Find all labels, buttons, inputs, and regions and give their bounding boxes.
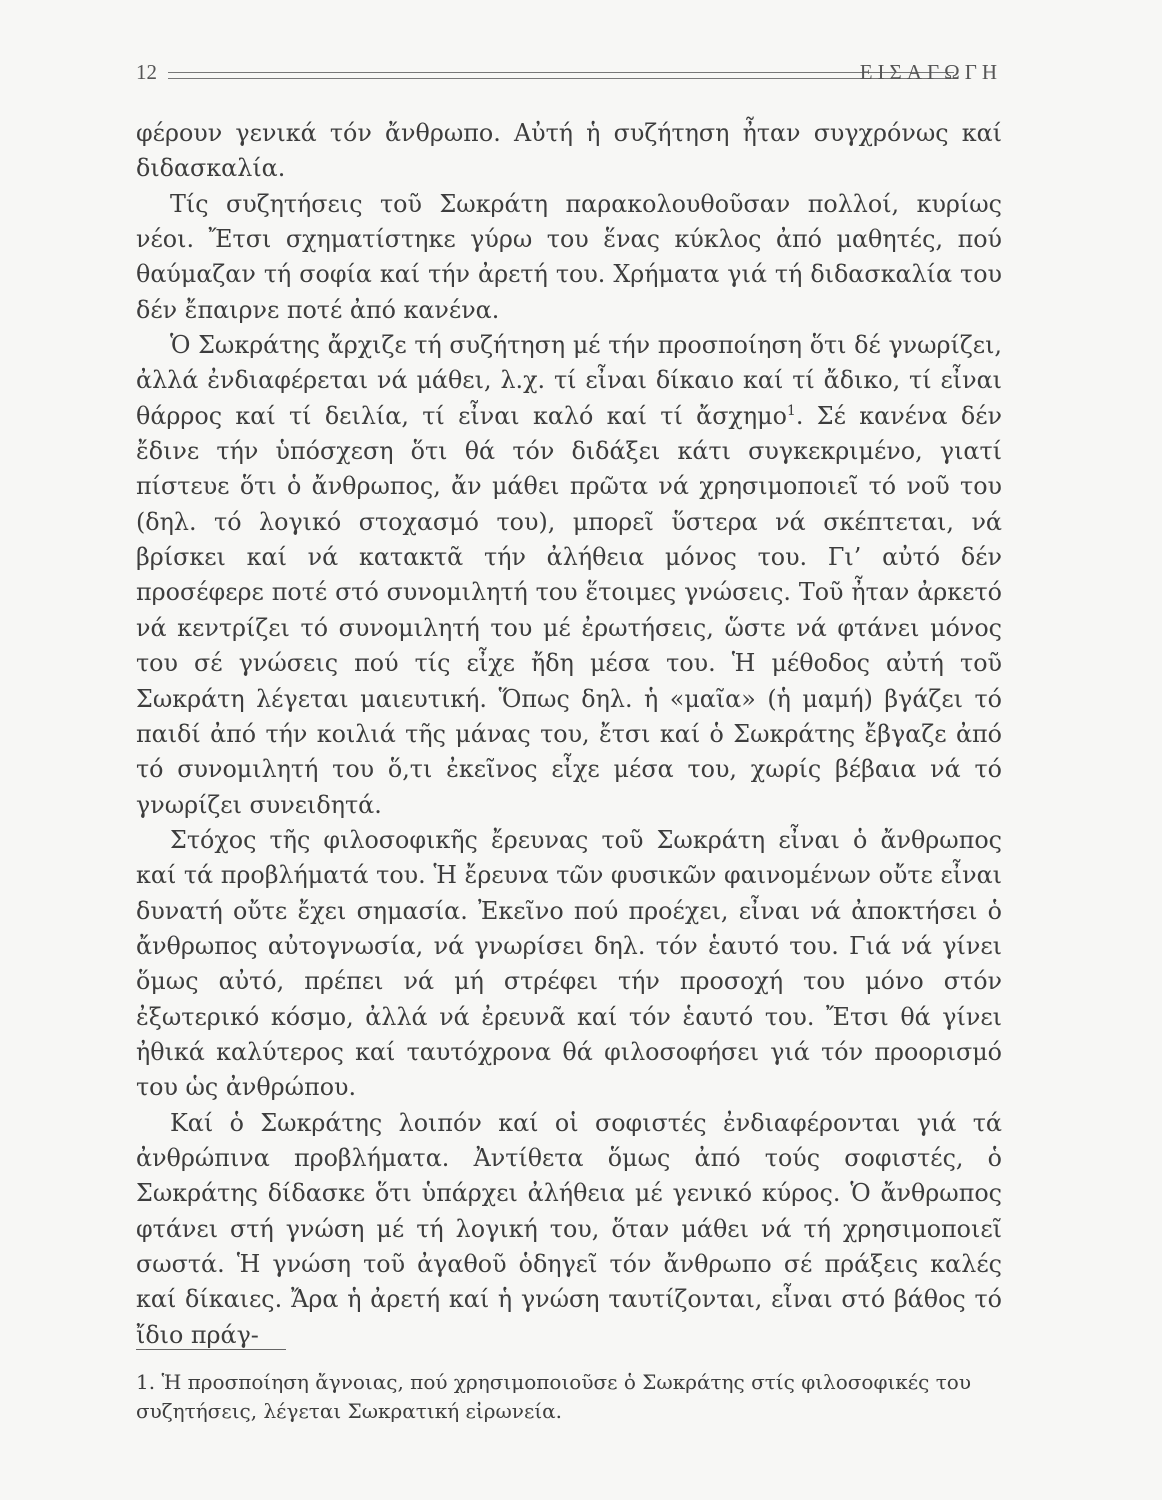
paragraph-sophists-comparison: Καί ὁ Σωκράτης λοιπόν καί οἱ σοφιστές ἐνδιαφέρονται γιά τά ἀνθρώπινα προβλήματα. Ἀντίθετα ὅμως ἀπό τούς σοφιστές, ὁ Σωκράτης δίδασκε ὅτι ὑπάρχει ἀλήθεια μέ γενικό κύρος. Ὁ ἄνθρωπος φτάνει στή γνώση μέ τή λογική του, ὅταν μάθει νά τή χρησιμοποιεῖ σωστά. Ἡ γνώση τοῦ ἀγαθοῦ ὁδηγεῖ τόν ἄνθρωπο σέ πράξεις καλές καί δίκαιες. Ἄρα ἡ ἀρετή καί ἡ γνώση ταυτίζονται, εἶναι στό βάθος τό ἴδιο πράγ- (136, 1108, 1002, 1349)
section-title: ΕΙΣΑΓΩΓΗ (859, 60, 1002, 84)
footnote-mark: 1. (136, 1370, 156, 1394)
footnote-item (136, 1368, 1002, 1426)
footnote-reference: 1 (786, 402, 796, 419)
paragraph-self-knowledge: Στόχος τῆς φιλοσοφικῆς ἔρευνας τοῦ Σωκράτη εἶναι ὁ ἄνθρωπος καί τά προβλήματά του. Ἡ ἔρευνα τῶν φυσικῶν φαινομένων οὔτε εἶναι δυνατή οὔτε ἔχει σημασία. Ἐκεῖνο πού προέχει, εἶναι νά ἀποκτήσει ὁ ἄνθρωπος αὐτογνωσία, νά γνωρίσει δηλ. τόν ἑαυτό του. Γιά νά γίνει ὅμως αὐτό, πρέπει νά μή στρέφει τήν προσοχή του μόνο στόν ἐξωτερικό κόσμο, ἀλλά νά ἐρευνᾶ καί τόν ἑαυτό του. Ἔτσι θά γίνει ἠθικά καλύτερος καί ταυτόχρονα θά φιλοσοφήσει γιά τόν προορισμό του ὡς ἀνθρώπου. (136, 825, 1002, 1102)
footnote-separator (136, 1349, 286, 1350)
footnotes (136, 1368, 1002, 1426)
paragraph-maieutic-method (136, 328, 1002, 823)
paragraph-text-after-note: . Σέ κανένα δέν ἔδινε τήν ὑπόσχεση ὅτι θά τόν διδάξει κάτι συγκεκριμένο, γιατί πίστευε ὅτι ὁ ἄνθρωπος, ἄν μάθει πρῶτα νά χρησιμοποιεῖ τό νοῦ του (δηλ. τό λογικό στοχασμό του), μπορεῖ ὕστερα νά σκέπτεται, νά βρίσκει καί νά κατακτᾶ τήν ἀλήθεια μόνος του. Γι’ αὐτό δέν προσέφερε ποτέ στό συνομιλητή του ἕτοιμες γνώσεις. Τοῦ ἦταν ἀρκετό νά κεντρίζει τό συνομιλητή του μέ ἐρωτήσεις, ὥστε νά φτάνει μόνος του σέ γνώσεις πού τίς εἶχε ἤδη μέσα του. Ἡ μέθοδος αὐτή τοῦ Σωκράτη λέγεται μαιευτική. Ὅπως δηλ. ἡ «μαῖα» (ἡ μαμή) βγάζει τό παιδί ἀπό τήν κοιλιά τῆς μάνας του, ἔτσι καί ὁ Σωκράτης ἔβγαζε ἀπό τό συνομιλητή του ὅ,τι ἐκεῖνος εἶχε μέσα του, χωρίς βέβαια νά τό γνωρίζει συνειδητά. (136, 401, 1002, 819)
header-double-rule (168, 72, 954, 79)
page-number: 12 (136, 60, 157, 84)
paragraph-text-before-note: Ὁ Σωκράτης ἄρχιζε τή συζήτηση μέ τήν προσποίηση ὅτι δέ γνωρίζει, ἀλλά ἐνδιαφέρεται νά μάθει, λ.χ. τί εἶναι δίκαιο καί τί ἄδικο, τί εἶναι θάρρος καί τί δειλία, τί εἶναι καλό καί τί ἄσχημο (136, 331, 1002, 430)
running-head (136, 58, 1002, 90)
paragraph-continuation: φέρουν γενικά τόν ἄνθρωπο. Αὐτή ἡ συζήτηση ἦταν συγχρόνως καί διδασκαλία. (136, 119, 1002, 183)
paragraph-students: Τίς συζητήσεις τοῦ Σωκράτη παρακολουθοῦσαν πολλοί, κυρίως νέοι. Ἔτσι σχηματίστηκε γύρω του ἕνας κύκλος ἀπό μαθητές, πού θαύμαζαν τή σοφία καί τήν ἀρετή του. Χρήματα γιά τή διδασκαλία του δέν ἔπαιρνε ποτέ ἀπό κανένα. (136, 189, 1002, 324)
footnote-text: Ἡ προσποίηση ἄγνοιας, πού χρησιμοποιοῦσε ὁ Σωκράτης στίς φιλοσοφικές του συζητήσεις, λέγεται Σωκρατική εἰρωνεία. (136, 1370, 971, 1423)
body-text (136, 116, 1002, 1353)
